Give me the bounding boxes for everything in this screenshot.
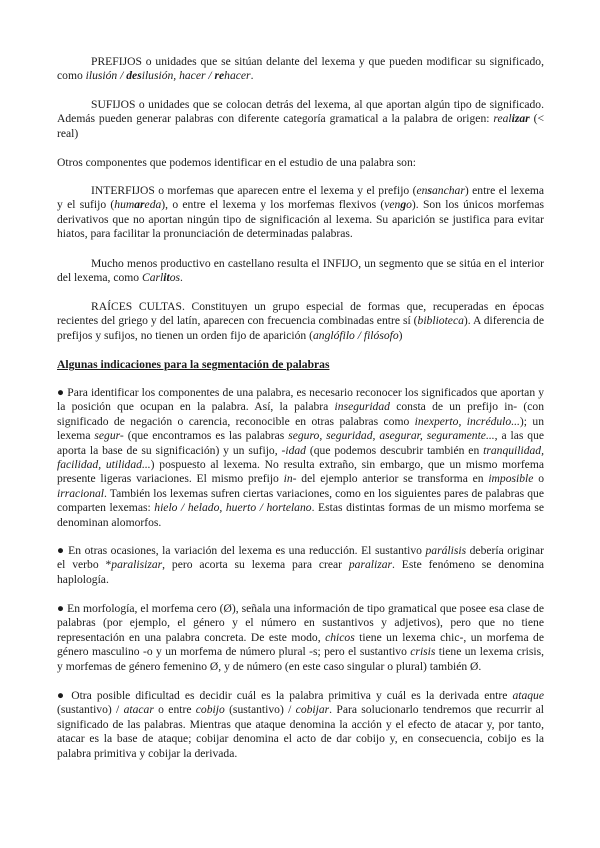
example: hum [114, 198, 135, 212]
example: imposible [488, 472, 534, 486]
text: ) pospuesto al lexema. No resulta extraño, sin embargo, que un mismo morfema presente ligeras variaciones. El mismo prefijo [57, 458, 544, 486]
text: ), o entre el lexema y los morfemas flexivos ( [161, 198, 385, 212]
text: debería originar el verbo * [57, 544, 544, 572]
paragraph-sufijos [57, 98, 544, 141]
example: cobijo [195, 703, 225, 717]
example: tranquilidad, facilidad, utilidad... [57, 443, 544, 472]
example: segur- [94, 429, 124, 443]
text: ● En morfología, el morfema cero (Ø), señala una información de tipo gramatical que posee esa clase de palabras (por ejemplo, el género y el número en sustantivos y adjetivos), pero que no tiene representación en una palabra concreta. De este modo, [57, 602, 544, 644]
text: tiene un lexema chic-, un morfema de género masculino -o y un morfema de número plural -s; pero el sustantivo [57, 630, 544, 659]
example: paralisizar [111, 558, 163, 572]
text: PREFIJOS o unidades que se sitúan delante del lexema y que pueden modificar su significado, como [57, 55, 544, 83]
example-morpheme: des [126, 69, 142, 83]
bullet-primitiva-derivada [57, 689, 544, 761]
example: in- [283, 472, 297, 486]
example-morpheme: izar [511, 112, 530, 126]
example: chicos [325, 630, 355, 644]
paragraph-otros: Otros componentes que podemos identificar en el estudio de una palabra son: [57, 156, 416, 169]
text: . Este fenómeno se denomina haplología. [57, 558, 545, 586]
example: eda [144, 198, 162, 212]
text: ) [398, 328, 403, 342]
example: paralizar [348, 558, 393, 572]
example: anglófilo / filósofo [312, 328, 399, 342]
text: . [180, 271, 183, 285]
example-morpheme: re [214, 69, 225, 83]
text: INTERFIJOS o morfemas que aparecen entre el lexema y el prefijo ( [91, 184, 417, 197]
example-morpheme: ar [134, 198, 145, 212]
text: . Estas distintas formas de un mismo morfema se denominan alomorfos. [57, 501, 544, 529]
example: o [406, 198, 412, 212]
text: o entre [153, 703, 196, 717]
example-morpheme: g [400, 198, 407, 212]
example: parálisis [425, 544, 467, 557]
example: inseguridad [334, 400, 390, 414]
section-heading: Algunas indicaciones para la segmentación de palabras [57, 358, 330, 371]
example: inexperto, incrédulo... [414, 414, 520, 428]
text: SUFIJOS o unidades que se colocan detrás del lexema, al que aportan algún tipo de significado. Además pueden generar palabras con diferente categoría gramatical a la palabra de origen: [57, 98, 544, 126]
text: ● Para identificar los componentes de una palabra, es necesario reconocer los significados que aportan y la posición que ocupan en la palabra. Así, la palabra [57, 386, 544, 414]
example: ilusión / [85, 69, 127, 83]
example: ilusión, hacer / [141, 69, 215, 83]
text: ). Son los únicos morfemas derivativos que no aportan ningún tipo de significación al lexema. Su aparición se justifica para evitar hiatos, para facilitar la pronunciación de determinadas palabras. [57, 198, 544, 241]
text: o [533, 472, 544, 486]
text: , a las que aporta la base de su significación) y un sufijo, [57, 429, 545, 457]
example: en [416, 184, 428, 197]
text: ); un lexema [57, 414, 544, 443]
text: ● Otra posible dificultad es decidir cuál es la palabra primitiva y cuál es la derivada entre [57, 689, 513, 702]
text: Mucho menos productivo en castellano resulta el INFIJO, un segmento que se sitúa en el interior del lexema, como [57, 257, 544, 285]
paragraph-prefijos [57, 55, 544, 84]
example: irracional [57, 486, 105, 500]
text: (sustantivo) / [57, 703, 124, 717]
example-morpheme: it [163, 271, 170, 285]
example: ven [384, 198, 401, 212]
example: hacer [224, 69, 251, 83]
example: crisis [410, 645, 436, 659]
example: cobijar [295, 703, 330, 717]
text: . También los lexemas sufren ciertas variaciones, como en los siguientes pares de palabras que comparten lexemas: [57, 486, 544, 515]
text: ● En otras ocasiones, la variación del lexema es una reducción. El sustantivo [57, 544, 426, 557]
example: hielo / helado, huerto / hortelano [154, 501, 312, 515]
text: ). A diferencia de prefijos y sufijos, no tienen un orden fijo de aparición ( [57, 314, 544, 342]
bullet-morfema-cero [57, 602, 544, 674]
text: del ejemplo anterior se transforma en [296, 472, 489, 486]
paragraph-raices [57, 300, 544, 343]
text: RAÍCES CULTAS. Constituyen un grupo especial de formas que, recuperadas en épocas recientes del griego y del latín, aparecen con frecuencia combinadas entre sí ( [57, 300, 544, 328]
text: (< real) [57, 112, 544, 140]
text: (que podemos descubrir también en [305, 443, 484, 457]
text: ) entre el lexema y el sufijo ( [57, 184, 545, 212]
text: (que encontramos es las palabras [123, 429, 289, 443]
text: consta de un prefijo in- (con significado de negación o carencia, reconocible en otras palabras como [57, 400, 544, 428]
text: . [250, 69, 254, 83]
example: ataque [512, 689, 544, 702]
example: seguro, seguridad, asegurar, seguramente... [288, 429, 495, 443]
example: Carl [142, 271, 164, 285]
text: (sustantivo) / [224, 703, 296, 717]
example-morpheme: s [427, 184, 432, 197]
text: . Para solucionarlo tendremos que recurrir al significado de las palabras. Mientras que ataque denomina la acción y el efecto de atacar y, por tanto, atacar es la base de ataque; cobijar denomina el acto de dar cobijo y, en consecuencia, cobijo es la palabra primitiva y cobijar la derivada. [57, 703, 544, 760]
text: , pero acorta su lexema para crear [162, 558, 349, 572]
paragraph-infijo [57, 257, 544, 286]
example: os [169, 271, 181, 285]
bullet-haplologia [57, 544, 544, 587]
paragraph-interfijos [57, 184, 544, 242]
example: real [493, 112, 512, 126]
example: atacar [123, 703, 154, 717]
example: -idad [281, 443, 306, 457]
example: anchar [431, 184, 465, 197]
bullet-segmentacion [57, 386, 544, 530]
example: biblioteca [417, 314, 464, 328]
text: tiene un lexema crisis, y morfemas de género femenino Ø, y de número (en este caso singular o plural) también Ø. [57, 645, 544, 673]
